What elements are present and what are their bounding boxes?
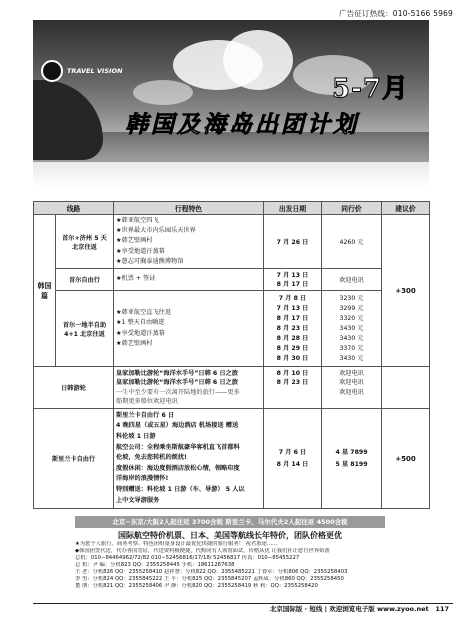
table-row xyxy=(34,291,430,367)
table-row xyxy=(34,269,430,291)
departure-dates: 7 月 6 日 8 月 14 日 xyxy=(264,409,322,509)
suggest-price-srilanka: +500 xyxy=(382,409,430,509)
contact-line: 李 男：分机824 QQ：2355845222 王 平：分机825 QQ：2355845207 孟辉成：分机860 QQ：2355258450 xyxy=(75,576,344,582)
route-features: ★韩亚航空四飞 ★世界最大市内乐园乐天世界 ★韩艺壁画村 ★享受地道汗蒸幕 ★憩志可胸泰迪熊博物馆 xyxy=(114,215,264,269)
tour-table xyxy=(33,201,429,509)
slogan: 国际航空特价机票、日本、美国等航线长年特价，团队价格更优 xyxy=(118,530,342,540)
banner xyxy=(33,20,429,188)
contact-line: 董 朋：分机821 QQ：2355258406 尹 静：分机820 QQ：2355258419 秋 莉：QQ：2355258420 xyxy=(75,583,318,589)
suggest-price-korea: +300 xyxy=(382,215,430,367)
region-label: 韩国篇 xyxy=(34,215,56,367)
suggest-price-empty xyxy=(382,367,430,409)
route-name: 斯里兰卡自由行 xyxy=(34,409,114,509)
switchboard-line: 总机：010−84464962/72/82 010−52456816/17/18/ 52456817 传真：010−85455227 xyxy=(75,555,300,561)
route-features: 斯里兰卡自由行 6 日 4 晚四星（或五星）海边酒店 机场接送 赠送 科伦坡 1 日游 航空公司：全程乘坐斯航豪华客机直飞首都科 伦坡，免去您转机的烦扰! 度假休闲：海边度假酒店放松心情，领略印度 洋海岸的浪漫情怀! 特别赠送：科伦坡 1 日游（车、导游） 5 人以 上中文导游服务 xyxy=(114,409,264,509)
table-row xyxy=(34,367,430,409)
header-suggest: 建议价 xyxy=(382,202,430,215)
peer-price: 欢迎电讯 欢迎电讯 欢迎电讯 xyxy=(322,367,382,409)
brand-name: TRAVEL VISION xyxy=(67,67,123,75)
ad-hotline: 广告征订热线：010-5166 5969 xyxy=(338,9,453,18)
route-features: ★韩亚航空直飞往返 ★1 整天自由嗨逛 ★享受地道汗蒸幕 ★韩艺壁画村 xyxy=(114,291,264,367)
travel-vision-logo-icon xyxy=(41,60,63,82)
peer-price: 欢迎电讯 xyxy=(322,269,382,291)
route-name: 日韩游轮 xyxy=(34,367,114,409)
header-date: 出发日期 xyxy=(264,202,322,215)
departure-dates: 7 月 8 日 7 月 13 日 8 月 17 日 8 月 23 日 8 月 28 日 8 月 29 日 8 月 30 日 xyxy=(264,291,322,367)
header-features: 行程特色 xyxy=(114,202,264,215)
peer-price: 3230 元 3299 元 3320 元 3430 元 3430 元 3370 元 3430 元 xyxy=(322,291,382,367)
promo-band: 北京−东京/大阪2人起往返 3700含税 斯里兰卡、马尔代夫2人起往返 4500含税 xyxy=(75,516,385,528)
publication-footer xyxy=(270,604,449,613)
publication-name: 北京国际版 · 短线 | 欢迎浏览电子版 www.zyoo.net xyxy=(269,605,429,613)
peer-price: 4260 元 xyxy=(322,215,382,269)
route-name: 首尔自由行 xyxy=(56,269,114,291)
departure-dates: 7 月 13 日 8 月 17 日 xyxy=(264,269,322,291)
banner-title: 韩国及海岛出团计划 xyxy=(125,111,359,138)
table-row xyxy=(34,215,430,269)
visa-line: ◆韩国团签代送，代办各国签证，代送资料极便捷，代购同有人领馆面试，价格从优 让我们社让您自世界始游 xyxy=(75,548,330,554)
service-line: ★为您个人旅行、商务考察、特色团组量身设计最优化快捷的旅行服务！ 祝君旅途…… xyxy=(75,541,278,547)
departure-dates: 7 月 26 日 xyxy=(264,215,322,269)
route-features: ★机票 + 签证 xyxy=(114,269,264,291)
route-name: 首尔+济州 5 天 北京往返 xyxy=(56,215,114,269)
contact-line: 总 机：尹 编：分机823 QQ：2355258445 手机：18611267638 xyxy=(75,562,235,568)
page-number: 117 xyxy=(435,605,449,613)
table-row xyxy=(34,409,430,509)
header-route: 线路 xyxy=(34,202,114,215)
rock-cliff xyxy=(33,80,103,160)
beach xyxy=(33,162,429,188)
route-name: 首尔一地半自助 4+1 北京往返 xyxy=(56,291,114,367)
header-price: 同行价 xyxy=(322,202,382,215)
route-features: 皇家加勒比游轮“海洋水手号”日韩 6 日之旅 皇家加勒比游轮“海洋水手号”日韩 6 日之旅 一生中至少要有一次离开陆地的旅行——更多 船期更多船位欢迎电讯 xyxy=(114,367,264,409)
banner-date-range: 5-7月 xyxy=(332,74,409,104)
contact-line: 王 老：分机826 QQ：2355258410 赵祥慧：分机822 QQ：2355485221 丁春军：分机806 QQ：2355258403 xyxy=(75,569,348,575)
departure-dates: 8 月 10 日 8 月 23 日 xyxy=(264,367,322,409)
table-header xyxy=(34,202,430,215)
contact-block xyxy=(75,529,385,590)
peer-price: 4 星 7899 5 星 8199 xyxy=(322,409,382,509)
